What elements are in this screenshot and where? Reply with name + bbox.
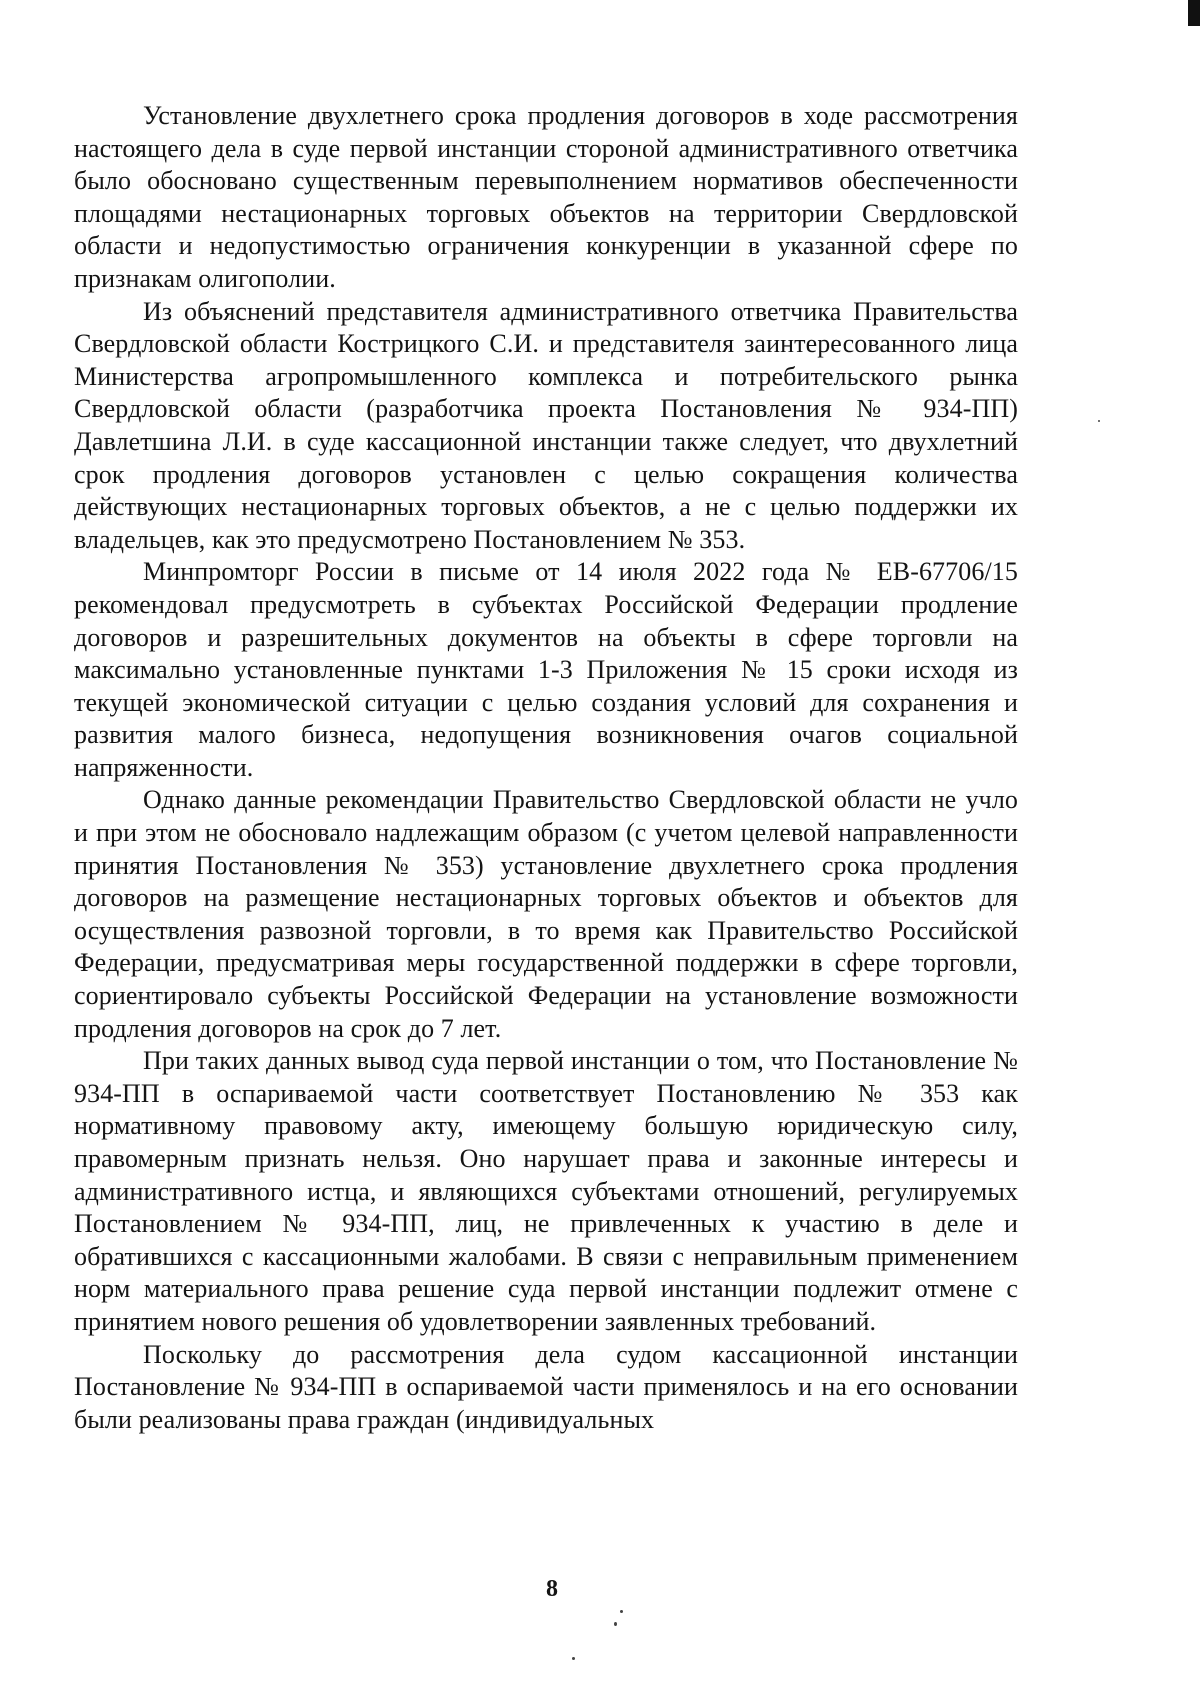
scan-edge-mark (1188, 0, 1200, 26)
paragraph-4: Однако данные рекомендации Правительство Свердловской области не учло и при этом не обосновало надлежащим образом (с учетом целевой направленности принятия Постановления № 353) установление двухлетнего срока продления договоров на размещение нестационарных торговых объектов и объектов для осуществления развозной торговли, в то время как Правительство Российской Федерации, предусматривая меры государственной поддержки в сфере торговли, сориентировало субъекты Российской Федерации на установление возможности продления договоров на срок до 7 лет. (74, 785, 1018, 1043)
scan-speck (572, 1657, 575, 1660)
page-number: 8 (546, 1576, 558, 1602)
paragraph-2: Из объяснений представителя административного ответчика Правительства Свердловской области Кострицкого С.И. и представителя заинтересованного лица Министерства агропромышленного комплекса и потребительского рынка Свердловской области (разработчика проекта Постановления № 934-ПП) Давлетшина Л.И. в суде кассационной инстанции также следует, что двухлетний срок продления договоров установлен с целью сокращения количества действующих нестационарных торговых объектов, а не с целью поддержки их владельцев, как это предусмотрено Постановлением № 353. (74, 296, 1018, 554)
paragraph-6: Поскольку до рассмотрения дела судом кассационной инстанции Постановление № 934-ПП в оспариваемой части применялось и на его основании были реализованы права граждан (индивидуальных (74, 1339, 1018, 1434)
paragraph-3: Минпромторг России в письме от 14 июля 2022 года № ЕВ-67706/15 рекомендовал предусмотреть в субъектах Российской Федерации продление договоров и разрешительных документов на объекты в сфере торговли на максимально установленные пунктами 1-3 Приложения № 15 сроки исходя из текущей экономической ситуации с целью создания условий для сохранения и развития малого бизнеса, недопущения возникновения очагов социальной напряженности. (74, 557, 1018, 782)
scan-speck (620, 1610, 623, 1613)
scan-speck (614, 1622, 617, 1626)
body-text (74, 100, 1018, 1436)
paragraph-5: При таких данных вывод суда первой инстанции о том, что Постановление № 934-ПП в оспариваемой части соответствует Постановлению № 353 как нормативному правовому акту, имеющему большую юридическую силу, правомерным признать нельзя. Оно нарушает права и законные интересы и административного истца, и являющихся субъектами отношений, регулируемых Постановлением № 934-ПП, лиц, не привлеченных к участию в деле и обратившихся с кассационными жалобами. В связи с неправильным применением норм материального права решение суда первой инстанции подлежит отмене с принятием нового решения об удовлетворении заявленных требований. (74, 1046, 1018, 1336)
scan-speck (1098, 420, 1100, 422)
paragraph-1: Установление двухлетнего срока продления договоров в ходе рассмотрения настоящего дела в суде первой инстанции стороной административного ответчика было обосновано существенным перевыполнением нормативов обеспеченности площадями нестационарных торговых объектов на территории Свердловской области и недопустимостью ограничения конкуренции в указанной сфере по признакам олигополии. (74, 101, 1018, 293)
